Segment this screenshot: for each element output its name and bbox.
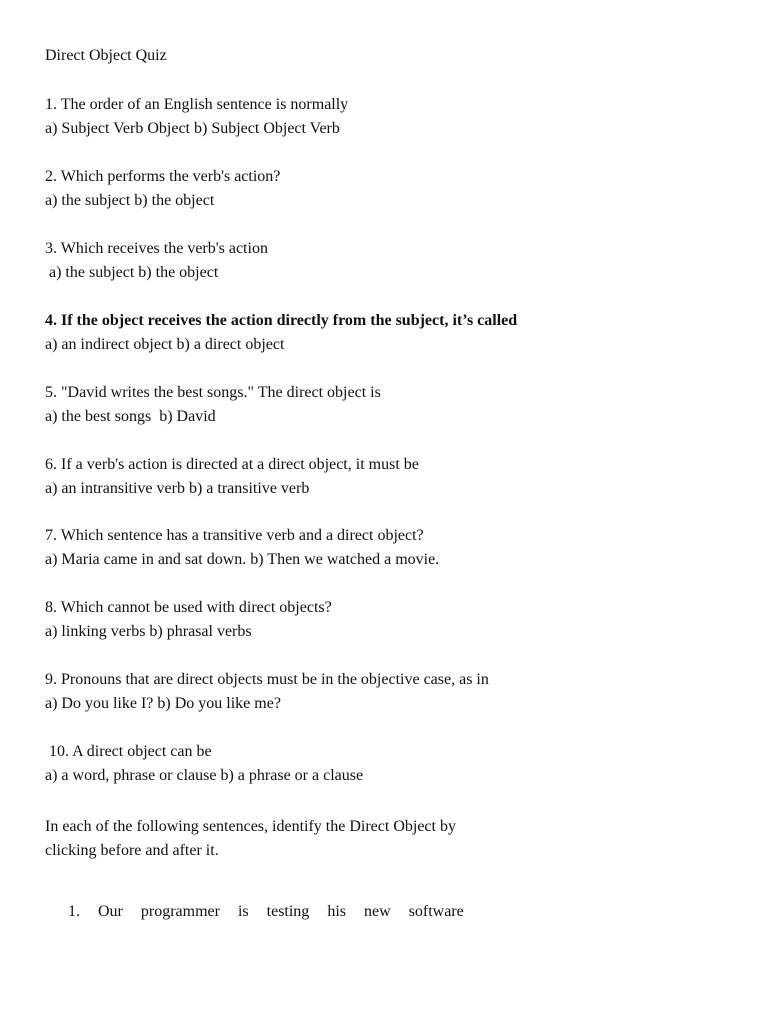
question-9-options: a) Do you like I? b) Do you like me? xyxy=(45,695,281,712)
question-5-options: a) the best songs b) David xyxy=(45,408,216,425)
question-10-prompt: 10. A direct object can be xyxy=(45,743,212,760)
question-7-options: a) Maria came in and sat down. b) Then we watched a movie. xyxy=(45,551,440,568)
question-4-options: a) an indirect object b) a direct object xyxy=(45,336,285,353)
question-1-prompt: 1. The order of an English sentence is normally xyxy=(45,96,349,113)
question-4-prompt: 4. If the object receives the action directly from the subject, it’s called xyxy=(45,312,518,329)
question-8-options: a) linking verbs b) phrasal verbs xyxy=(45,623,252,640)
question-3-options: a) the subject b) the object xyxy=(45,264,219,281)
exercise-word[interactable]: software xyxy=(408,903,464,920)
question-2-options: a) the subject b) the object xyxy=(45,192,215,209)
question-9-prompt: 9. Pronouns that are direct objects must be in the objective case, as in xyxy=(45,671,489,688)
quiz-title: Direct Object Quiz xyxy=(45,47,167,64)
question-1-options: a) Subject Verb Object b) Subject Object Verb xyxy=(45,120,340,137)
exercise-word[interactable]: Our xyxy=(98,903,123,920)
question-2-prompt: 2. Which performs the verb's action? xyxy=(45,168,281,185)
exercise-word[interactable]: his xyxy=(327,903,346,920)
exercise-word[interactable]: testing xyxy=(266,903,310,920)
exercise-word[interactable]: is xyxy=(237,903,249,920)
instructions-line-2: clicking before and after it. xyxy=(45,842,219,859)
question-6-options: a) an intransitive verb b) a transitive verb xyxy=(45,480,310,497)
question-6-prompt: 6. If a verb's action is directed at a direct object, it must be xyxy=(45,456,419,473)
exercise-number: 1. xyxy=(68,903,80,920)
instructions-line-1: In each of the following sentences, identify the Direct Object by xyxy=(45,818,456,835)
question-5-prompt: 5. "David writes the best songs." The direct object is xyxy=(45,384,381,401)
question-7-prompt: 7. Which sentence has a transitive verb and a direct object? xyxy=(45,527,424,544)
exercise-word[interactable]: programmer xyxy=(140,903,220,920)
question-10-options: a) a word, phrase or clause b) a phrase or a clause xyxy=(45,767,364,784)
exercise-sentence-1 xyxy=(68,902,478,922)
question-3-prompt: 3. Which receives the verb's action xyxy=(45,240,268,257)
exercise-word[interactable]: new xyxy=(363,903,391,920)
question-8-prompt: 8. Which cannot be used with direct objects? xyxy=(45,599,332,616)
